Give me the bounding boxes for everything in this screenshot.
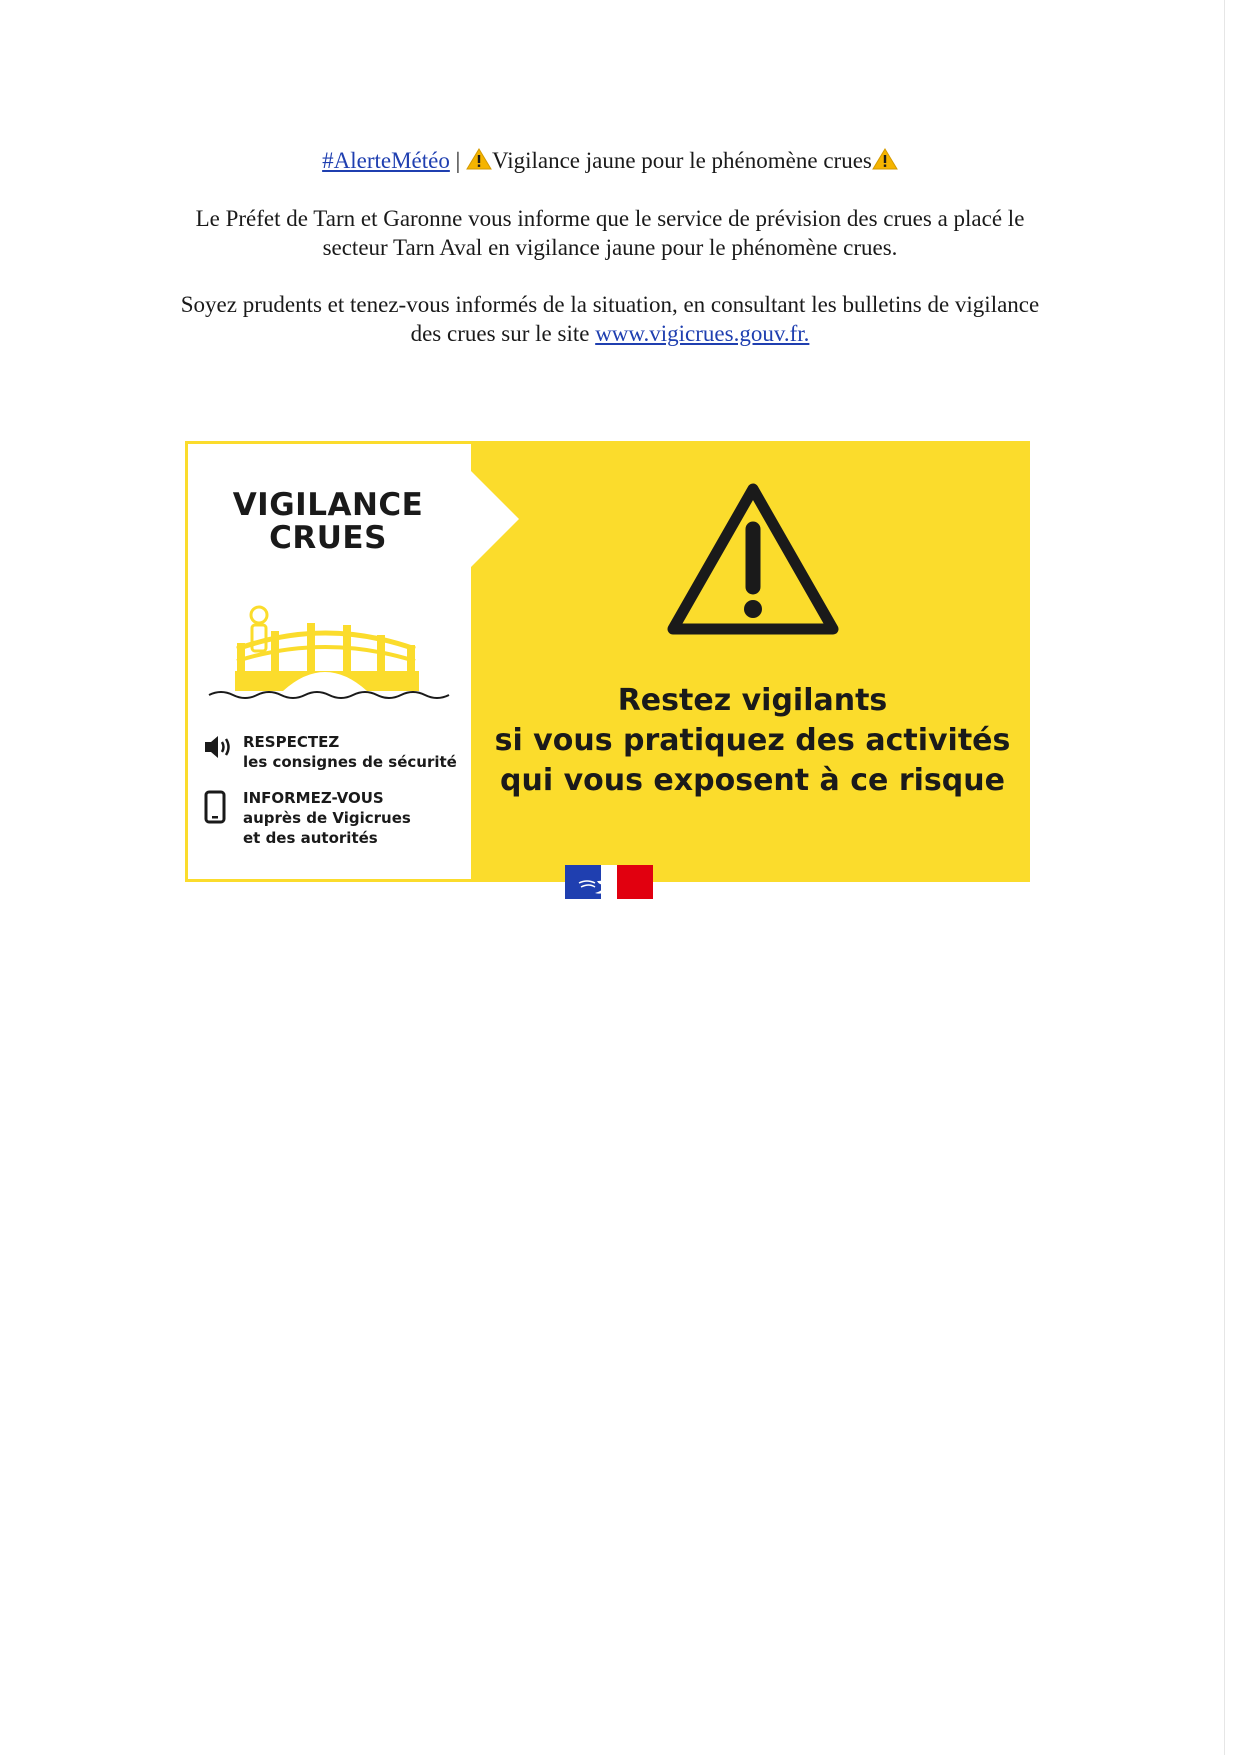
warning-emoji-icon <box>466 148 492 170</box>
speaker-icon <box>203 734 235 765</box>
poster-message-line: Restez vigilants <box>617 683 888 718</box>
headline-text: Vigilance jaune pour le phénomène crues <box>491 148 872 173</box>
marianne-logo <box>565 865 653 904</box>
vigicrues-link[interactable]: www.vigicrues.gouv.fr. <box>595 321 810 346</box>
bridge-flood-icon <box>207 603 457 708</box>
poster-title-line: CRUES <box>269 520 387 556</box>
paragraph-information <box>120 204 1100 262</box>
poster-message-line: si vous pratiquez des activités <box>494 723 1011 758</box>
hashtag-link[interactable]: #AlerteMétéo <box>322 148 450 173</box>
tip-inform <box>203 788 463 848</box>
poster-arrow-notch <box>471 471 519 567</box>
paragraph-line: Le Préfet de Tarn et Garonne vous informe que le service de prévision des crues a placé le <box>195 206 1025 231</box>
paragraph-line: Soyez prudents et tenez-vous informés de la situation, en consultant les bulletins de vigilance <box>180 292 1040 317</box>
tip-detail: auprès de Vigicrues <box>243 809 411 827</box>
poster-message-line: qui vous exposent à ce risque <box>500 763 1005 798</box>
paragraph-line: secteur Tarn Aval en vigilance jaune pour le phénomène crues. <box>322 235 898 260</box>
headline <box>120 146 1100 175</box>
poster-message <box>475 681 1030 801</box>
tip-heading: INFORMEZ-VOUS <box>243 789 384 807</box>
tip-detail: les consignes de sécurité <box>243 753 457 771</box>
paragraph-advice <box>120 290 1100 348</box>
poster-title <box>185 489 471 555</box>
warning-triangle-icon <box>663 479 843 646</box>
paragraph-line <box>120 319 1100 348</box>
paragraph-text: des crues sur le site <box>410 321 596 346</box>
poster-title-line: VIGILANCE <box>232 487 424 523</box>
tip-heading: RESPECTEZ <box>243 733 340 751</box>
page-edge <box>1224 0 1225 1755</box>
vigilance-crues-poster <box>185 441 1030 882</box>
tip-detail: et des autorités <box>243 829 378 847</box>
phone-icon <box>203 790 227 829</box>
tip-respect <box>203 732 463 772</box>
warning-emoji-icon <box>872 148 898 170</box>
headline-separator: | <box>449 148 466 173</box>
